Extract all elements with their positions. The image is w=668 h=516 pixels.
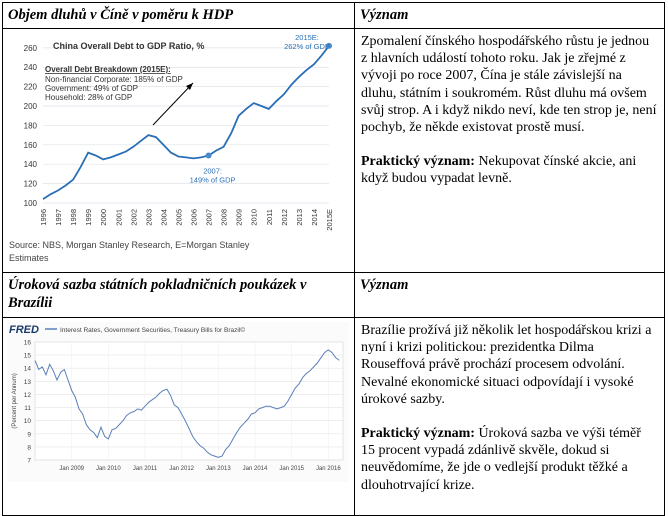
y-tick-label: 200 <box>23 102 37 112</box>
x-tick-label: 2009 <box>234 209 244 226</box>
y-tick-label: 12 <box>23 391 31 399</box>
x-tick-label: 1999 <box>84 209 94 226</box>
x-tick-label: 2003 <box>144 209 154 226</box>
table-row <box>3 318 665 516</box>
y-tick-label: 8 <box>27 444 31 452</box>
practical-label: Praktický význam: <box>361 426 475 442</box>
brazil-meaning-cell <box>355 318 665 516</box>
annotation-label: 2015E: <box>295 33 319 42</box>
y-tick-label: 11 <box>24 405 31 413</box>
x-tick-label: Jan 2016 <box>315 466 341 472</box>
x-tick-label: 2004 <box>159 209 169 226</box>
chart-title: Interest Rates, Government Securities, Treasury Bills for Brazil© <box>60 327 246 334</box>
china-meaning-text: Zpomalení čínského hospodářského růstu je jednou z hlavních událostí tohoto roku. Jak je zřejmé z vývoji po roce 2007, Čína je stále závislejší na dluhu, státním i soukromém. Růst dluhu má ovšem svůj strop. A i když nikdo neví, kde ten strop je, není pochyb, že někde existovat prostě musí. <box>361 34 657 136</box>
x-tick-label: 2007 <box>204 209 214 226</box>
x-tick-label: 1997 <box>54 209 64 226</box>
x-tick-label: Jan 2014 <box>242 466 268 472</box>
y-tick-label: 100 <box>23 199 37 208</box>
china-debt-chart <box>7 33 349 263</box>
plot-area <box>35 342 343 460</box>
x-tick-label: Jan 2013 <box>205 466 231 472</box>
chart-title: China Overall Debt to GDP Ratio, % <box>53 41 205 51</box>
x-tick-label: 2010 <box>249 209 259 226</box>
fred-logo: FRED <box>9 324 39 336</box>
brazil-practical-text: Úroková sazba ve výši téměř 15 procent vypadá zdánlivě skvěle, dokud si neuvědomíme, že jde o vedlejší produkt těžké a dlouhotrvající krize. <box>361 426 641 493</box>
y-tick-label: 120 <box>23 179 37 189</box>
point-2007 <box>206 152 212 158</box>
x-tick-label: Jan 2011 <box>132 466 158 472</box>
breakdown-item: Government: 49% of GDP <box>45 84 138 93</box>
china-meaning-cell <box>355 29 665 273</box>
china-chart-cell <box>3 29 355 273</box>
x-tick-label: 2002 <box>129 209 139 226</box>
x-tick-label: 2000 <box>99 209 109 226</box>
annotation-value: 149% of GDP <box>189 175 236 185</box>
practical-label: Praktický význam: <box>361 154 475 170</box>
x-tick-label: 2006 <box>189 209 199 226</box>
x-tick-label: 2008 <box>219 209 229 226</box>
x-tick-label: Jan 2009 <box>59 466 85 472</box>
arrow-line <box>153 83 193 125</box>
chart-source: Estimates <box>9 253 49 263</box>
brazil-rates-chart <box>7 322 349 482</box>
brazil-practical-paragraph <box>361 425 658 494</box>
table-row <box>3 273 665 318</box>
x-tick-label: 2005 <box>174 209 184 226</box>
x-tick-label: Jan 2010 <box>95 466 121 472</box>
x-tick-label: Jan 2015 <box>279 466 305 472</box>
breakdown-title: Overall Debt Breakdown (2015E): <box>45 65 171 74</box>
x-tick-label: 1998 <box>69 209 79 226</box>
y-tick-label: 9 <box>27 431 31 439</box>
x-tick-label: 2014 <box>309 209 319 226</box>
y-axis-label: (Percent per Annum) <box>12 373 18 429</box>
china-chart-header: Objem dluhů v Číně v poměru k HDP <box>3 3 355 29</box>
annotation-value: 262% of GDP <box>284 41 330 51</box>
y-tick-label: 7 <box>27 457 31 465</box>
x-tick-label: 2001 <box>114 209 124 226</box>
y-tick-label: 220 <box>23 82 37 92</box>
x-tick-label: 2013 <box>294 209 304 226</box>
breakdown-item: Non-financial Corporate: 185% of GDP <box>45 75 183 84</box>
breakdown-item: Household: 28% of GDP <box>45 93 133 102</box>
y-tick-label: 14 <box>23 365 31 373</box>
table-row <box>3 29 665 273</box>
y-tick-label: 15 <box>23 352 31 360</box>
y-tick-label: 260 <box>23 43 37 53</box>
table-row <box>3 3 665 29</box>
brazil-meaning-text: Brazílie prožívá již několik let hospodářskou krizi a nyní i krizi politickou: prezidentka Dilma Rouseffová právě prochází procesem odvolání. Nevalné ekonomické situaci odpovídají i vysoké úrokové sazby. <box>361 323 652 407</box>
y-tick-label: 240 <box>23 63 37 73</box>
y-tick-label: 10 <box>23 418 31 426</box>
x-tick-label: 2011 <box>264 209 274 226</box>
meaning-header: Význam <box>355 3 665 29</box>
y-tick-label: 160 <box>23 140 37 150</box>
china-practical-text: Nekupovat čínské akcie, ani když budou vypadat levně. <box>361 154 637 187</box>
china-practical-paragraph <box>361 153 658 187</box>
brazil-chart-cell <box>3 318 355 516</box>
x-tick-label: 2012 <box>279 209 289 226</box>
y-tick-label: 140 <box>23 160 37 170</box>
brazil-chart-header: Úroková sazba státních pokladničních poukázek v Brazílii <box>3 273 355 318</box>
info-table <box>2 2 665 516</box>
y-tick-label: 16 <box>23 339 31 347</box>
y-tick-label: 180 <box>23 121 37 131</box>
annotation-label: 2007: <box>203 166 222 176</box>
x-tick-label: 2015E <box>325 209 334 231</box>
y-tick-label: 13 <box>23 378 31 386</box>
x-tick-label: 1996 <box>39 209 48 226</box>
meaning-header: Význam <box>355 273 665 318</box>
chart-source: Source: NBS, Morgan Stanley Research, E=Morgan Stanley <box>9 240 250 250</box>
x-tick-label: Jan 2012 <box>169 466 195 472</box>
